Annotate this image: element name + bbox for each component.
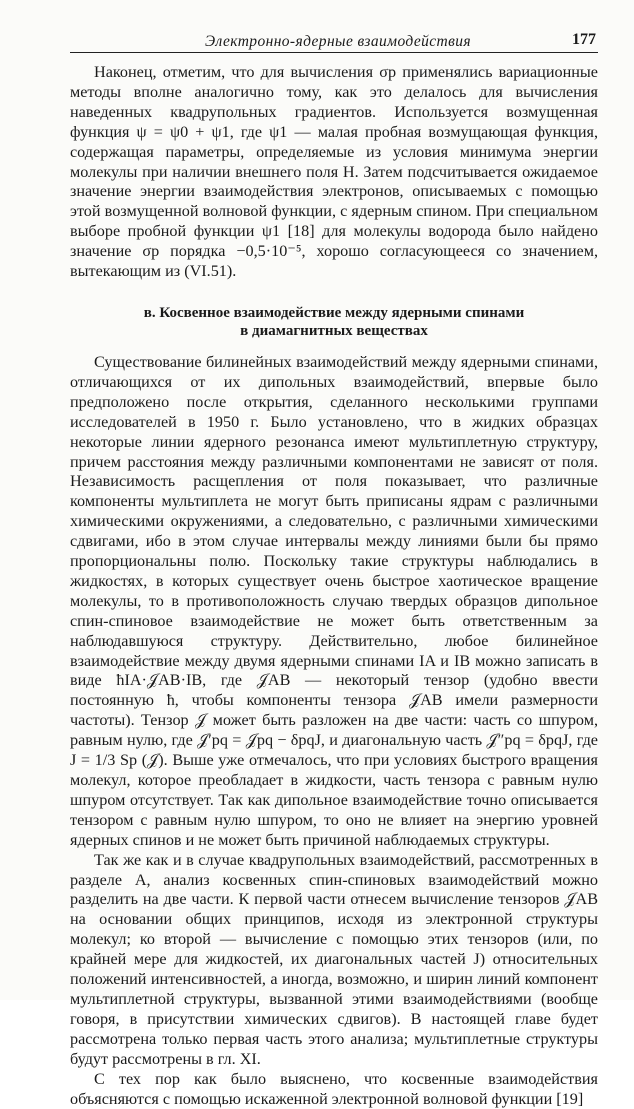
paragraph-bilinear-interactions: Существование билинейных взаимодействий между ядерными спинами, отличающихся от их дипольных взаимодействий, впервые было предположено после открытия, сделанного несколькими группами исследователей в 1950 г. Было установлено, что в жидких образцах некоторые линии ядерного резонанса имеют мультиплетную структуру, причем расстояния между различными компонентами не зависят от поля. Независимость расщепления от поля показывает, что различные компоненты мультиплета не могут быть приписаны ядрам с различными химическими окружениями, а следовательно, с различными химическими сдвигами, ибо в этом случае интервалы между линиями были бы прямо пропорциональны полю. Поскольку такие структуры наблюдались в жидкостях, в которых существует очень быстрое хаотическое вращение молекулы, то в противоположность случаю твердых образцов дипольное спин-спиновое взаимодействие не может быть ответственным за наблюдавшуюся структуру. Действительно, любое билинейное взаимодействие между двумя ядерными спинами IA и IB можно записать в виде ħIA·𝒥AB·IB, где 𝒥AB — некоторый тензор (удобно ввести постоянную ħ, чтобы компоненты тензора 𝒥AB имели размерности частоты). Тензор 𝒥 может быть разложен на две части: часть со шпуром, равным нулю, где 𝒥′pq = 𝒥pq − δpqJ, и диагональную часть 𝒥″pq = δpqJ, где J = 1/3 Sp (𝒥). Выше уже отмечалось, что при условиях быстрого вращения молекул, которое преобладает в жидкости, часть тензора с равным нулю шпуром отсутствует. Так как дипольное взаимодействие точно описывается тензором с равным нулю шпуром, то оно не влияет на энергию уровней ядерных спинов и не может быть причиной наблюдаемых структуры. [70, 352, 598, 849]
paragraph-analysis-parts: Так же как и в случае квадрупольных взаимодействий, рассмотренных в разделе А, анализ косвенных спин-спиновых взаимодействий можно разделить на две части. К первой части отнесем вычисление тензоров 𝒥AB на основании общих принципов, исходя из электронной структуры молекул; ко второй — вычисление с помощью этих тензоров (или, по крайней мере для жидкостей, их диагональных частей J) относительных положений интенсивностей, а иногда, возможно, и ширин линий компонент мультиплетной структуры, вызванной этими взаимодействиями (вообще говоря, в присутствии химических сдвигов). В настоящей главе будет рассмотрена только первая часть этого анализа; мультиплетные структуры будут рассмотрены в гл. XI. [70, 850, 598, 1068]
page-header [70, 28, 598, 53]
body-text [70, 63, 598, 1109]
running-title: Электронно-ядерные взаимодействия [205, 33, 472, 50]
paragraph-variational-methods: Наконец, отметим, что для вычисления σp применялись вариационные методы вполне аналогично тому, как это делалось для вычисления наведенных квадрупольных градиентов. Используется возмущенная функция ψ = ψ0 + ψ1, где ψ1 — малая пробная возмущающая функция, содержащая параметры, определяемые из условия минимума энергии молекулы при наличии внешнего поля H. Затем подсчитывается ожидаемое значение энергии взаимодействия электронов, описываемых с помощью этой возмущенной волновой функции, с ядерным спином. При специальном выборе пробной функции ψ1 [18] для молекулы водорода было найдено значение σp порядка −0,5·10⁻⁵, хорошо согласующееся со значением, вытекающим из (VI.51). [70, 63, 598, 281]
section-heading-line-2: в диамагнитных веществах [240, 323, 428, 340]
section-heading-line-1: в. Косвенное взаимодействие между ядерными спинами [143, 304, 525, 321]
paragraph-indirect-interactions: С тех пор как было выяснено, что косвенные взаимодействия объясняются с помощью искаженной электронной волновой функции [19] [70, 1069, 598, 1108]
section-heading [80, 304, 588, 341]
page-number: 177 [572, 31, 596, 48]
